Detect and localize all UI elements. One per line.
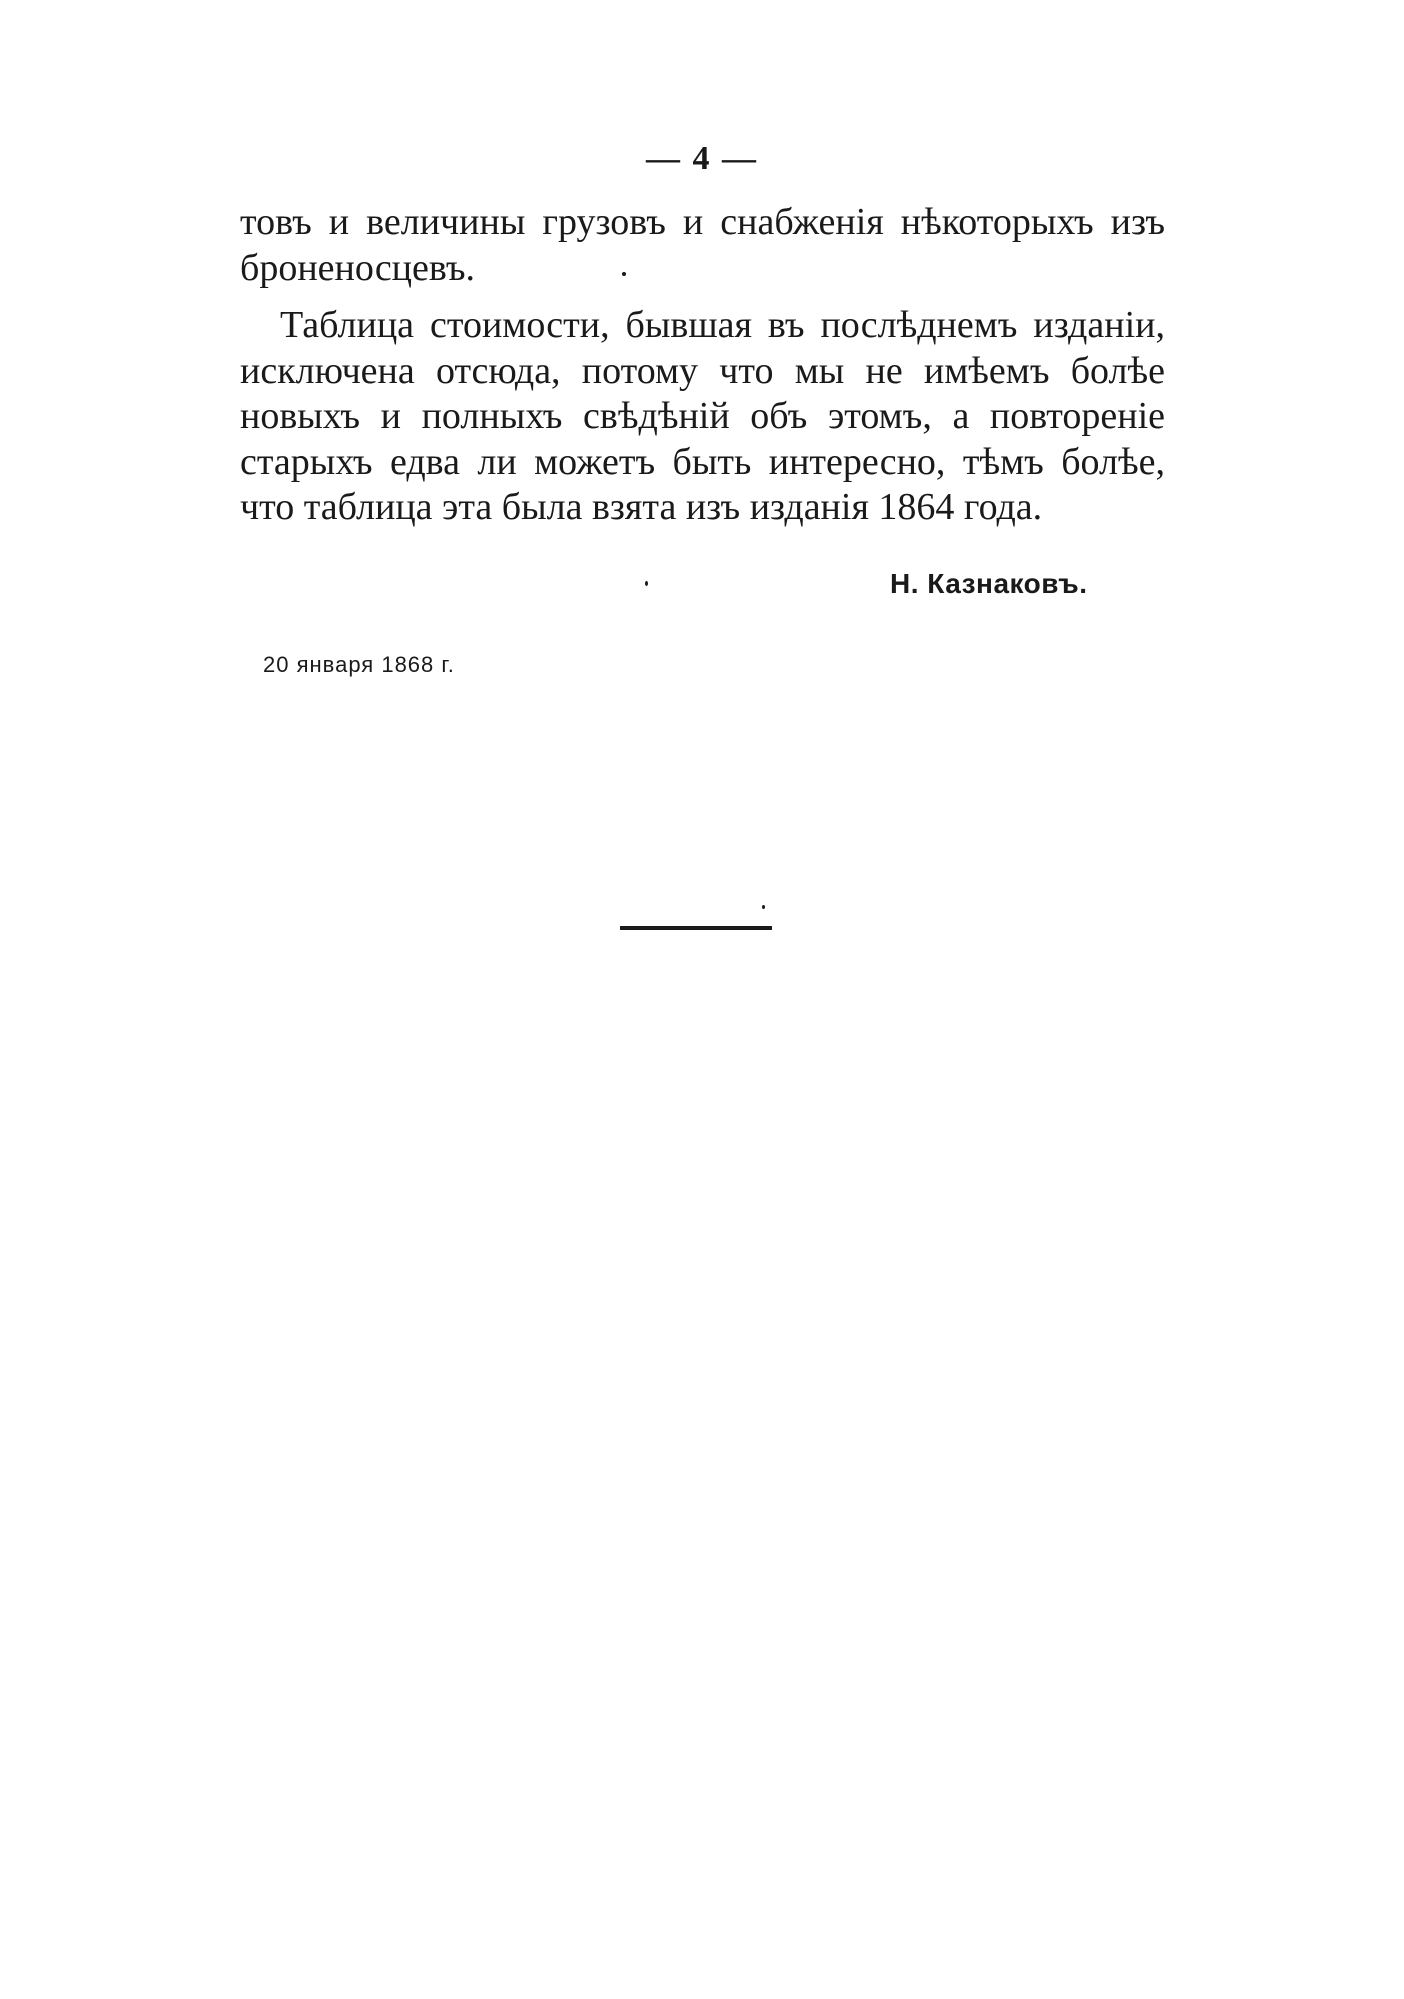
page-number: — 4 — — [646, 140, 758, 177]
text-line: исключена отсюда, потому что мы не имѣемъ болѣе — [240, 349, 1165, 392]
scan-speck — [762, 905, 765, 909]
body-text — [240, 200, 1165, 531]
text-line: старыхъ едва ли можетъ быть интересно, тѣмъ болѣе, — [240, 440, 1165, 483]
scan-speck — [645, 581, 648, 586]
text-line: что таблица эта была взята изъ изданія 1864 года. — [240, 486, 1043, 528]
text-line: Таблица стоимости, бывшая въ послѣднемъ изданіи, — [280, 304, 1165, 346]
author-signature: Н. Казнаковъ. — [890, 568, 1088, 599]
closing-rule — [620, 926, 772, 930]
date-line: 20 января 1868 г. — [263, 652, 455, 677]
scan-speck — [622, 272, 626, 276]
text-line: броненосцевъ. — [240, 246, 476, 289]
text-line: новыхъ и полныхъ свѣдѣній объ этомъ, а повтореніе — [240, 395, 1165, 437]
text-line: товъ и величины грузовъ и снабженія нѣкоторыхъ изъ — [240, 201, 1165, 243]
